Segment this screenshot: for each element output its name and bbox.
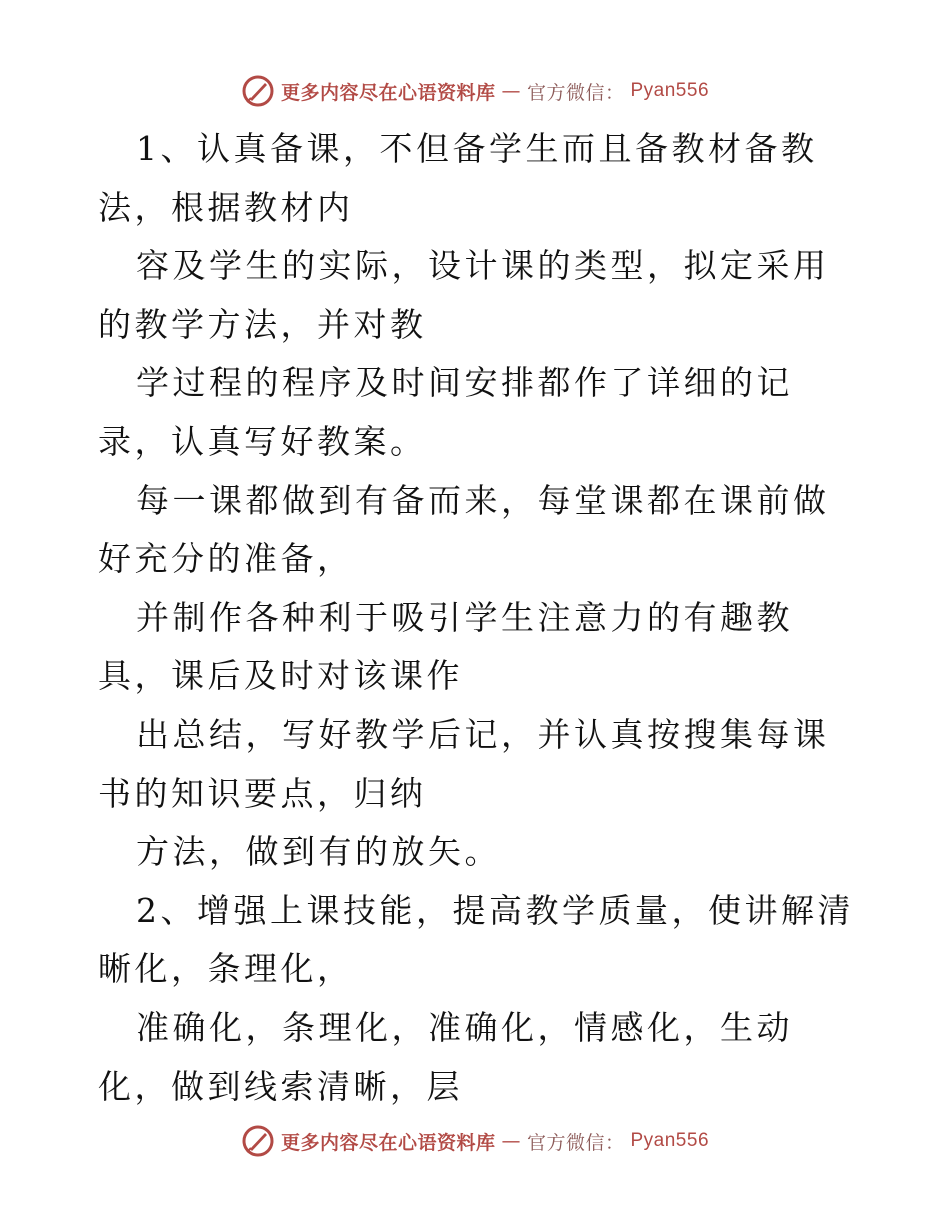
quill-logo-icon	[241, 1124, 275, 1158]
watermark-main-text: 更多内容尽在心语资料库	[280, 1131, 496, 1154]
paragraph: 1、认真备课，不但备学生而且备教材备教法，根据教材内	[98, 129, 818, 227]
paragraph: 方法，做到有的放矢。	[136, 832, 501, 872]
document-body	[98, 120, 858, 1116]
paragraph: 准确化，条理化，准确化，情感化，生动化，做到线索清晰，层	[98, 1007, 793, 1106]
header-watermark	[0, 74, 950, 108]
paragraph: 学过程的程序及时间安排都作了详细的记录，认真写好教案。	[98, 363, 793, 461]
watermark-wechat-id: Pyan556	[630, 1130, 710, 1151]
watermark-wechat-label: 官方微信：	[526, 1131, 625, 1154]
paragraph: 每一课都做到有备而来，每堂课都在课前做好充分的准备，	[98, 480, 830, 579]
watermark-main-text: 更多内容尽在心语资料库	[280, 81, 496, 104]
watermark-wechat-label: 官方微信：	[526, 81, 625, 104]
quill-logo-icon	[241, 74, 275, 108]
paragraph: 并制作各种利于吸引学生注意力的有趣教具，课后及时对该课作	[98, 597, 793, 696]
footer-watermark	[0, 1124, 950, 1158]
watermark-separator: —	[501, 1130, 521, 1152]
paragraph: 容及学生的实际，设计课的类型，拟定采用的教学方法，并对教	[98, 246, 830, 344]
watermark-wechat-id: Pyan556	[630, 80, 710, 101]
paragraph: 2、增强上课技能，提高教学质量，使讲解清晰化，条理化，	[98, 890, 854, 989]
watermark-separator: —	[501, 80, 521, 102]
paragraph: 出总结，写好教学后记，并认真按搜集每课书的知识要点，归纳	[98, 714, 830, 813]
